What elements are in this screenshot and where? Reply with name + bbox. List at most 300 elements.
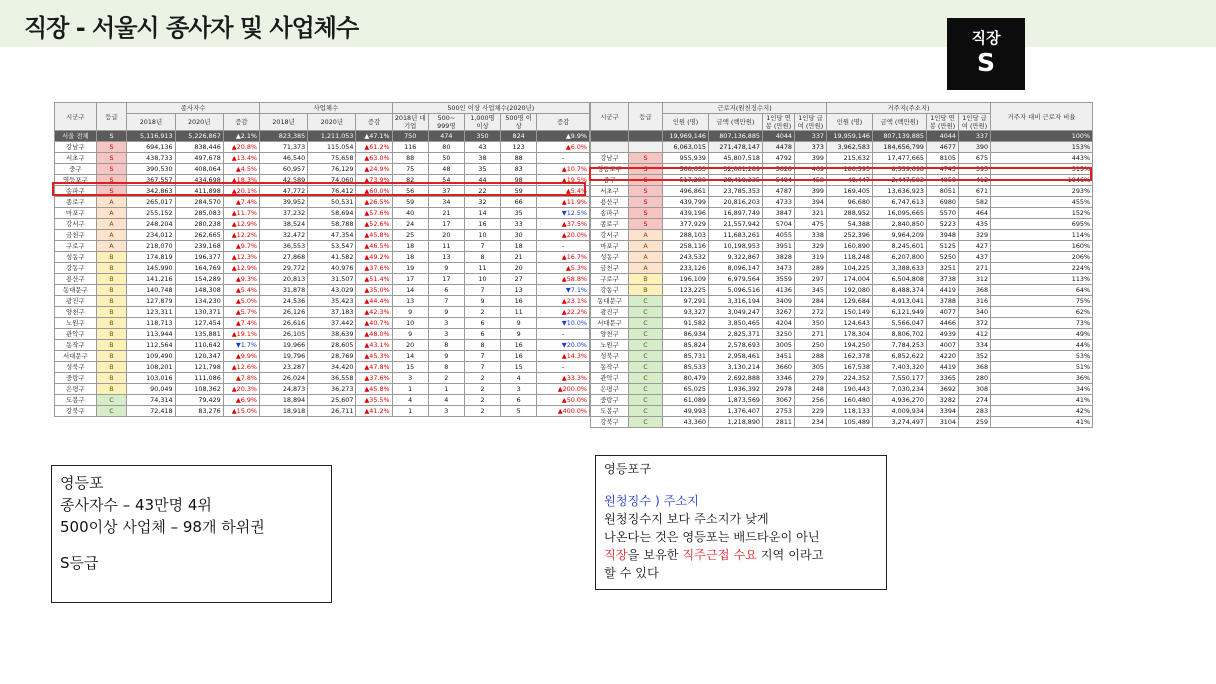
- value-cell: 11: [428, 241, 464, 252]
- district-cell: 성동구: [55, 252, 97, 263]
- value-cell: 27: [501, 274, 537, 285]
- value-cell: 24,536: [259, 296, 307, 307]
- grade-cell: A: [96, 208, 127, 219]
- left-sub-header: [55, 114, 590, 131]
- grade-cell: B: [96, 285, 127, 296]
- value-cell: 3,130,214: [709, 362, 763, 373]
- value-cell: 4478: [763, 142, 795, 153]
- value-cell: 83,276: [175, 406, 223, 417]
- value-cell: 4466: [927, 318, 959, 329]
- district-cell: 중랑구: [55, 373, 97, 384]
- value-cell: 394: [795, 197, 827, 208]
- sub-header-cell: 2020년: [175, 114, 223, 131]
- value-cell: ▲19.1%: [223, 329, 259, 340]
- value-cell: 350: [795, 318, 827, 329]
- value-cell: 1: [392, 384, 428, 395]
- value-cell: 3: [392, 373, 428, 384]
- value-cell: ▼10.0%: [537, 318, 590, 329]
- value-cell: 23,287: [259, 362, 307, 373]
- value-cell: 115,054: [308, 142, 356, 153]
- value-cell: 390,530: [127, 164, 175, 175]
- value-cell: 65,025: [663, 384, 709, 395]
- value-cell: 28,769: [308, 351, 356, 362]
- grade-cell: B: [96, 263, 127, 274]
- value-cell: ▲5.3%: [537, 263, 590, 274]
- value-cell: 152%: [991, 208, 1093, 219]
- workers-businesses-table: [54, 102, 590, 417]
- value-cell: 88: [501, 153, 537, 164]
- table-row: [591, 263, 1093, 274]
- value-cell: 124,643: [827, 318, 873, 329]
- header-workers: 종사자수: [127, 103, 260, 114]
- value-cell: 4044: [763, 131, 795, 142]
- value-cell: 807,136,885: [709, 131, 763, 142]
- value-cell: 41,582: [308, 252, 356, 263]
- value-cell: 399: [795, 186, 827, 197]
- value-cell: ▲46.5%: [356, 241, 392, 252]
- table-row: [591, 296, 1093, 307]
- value-cell: 2: [464, 384, 500, 395]
- value-cell: 3,850,465: [709, 318, 763, 329]
- value-cell: 50: [428, 153, 464, 164]
- badge-grade: S: [976, 48, 995, 77]
- value-cell: 8: [464, 252, 500, 263]
- value-cell: ▲14.3%: [537, 351, 590, 362]
- value-cell: 3738: [927, 274, 959, 285]
- table-row: [591, 373, 1093, 384]
- district-cell: 동대문구: [55, 285, 97, 296]
- value-cell: 83: [501, 164, 537, 175]
- value-cell: 13: [501, 285, 537, 296]
- value-cell: 54,388: [827, 219, 873, 230]
- grade-cell: A: [96, 241, 127, 252]
- value-cell: 154,289: [175, 274, 223, 285]
- grade-cell: S: [96, 175, 127, 186]
- value-cell: 192,080: [827, 285, 873, 296]
- table-row: [55, 329, 590, 340]
- value-cell: 26,616: [259, 318, 307, 329]
- value-cell: 16: [464, 219, 500, 230]
- value-cell: ▲200.0%: [537, 384, 590, 395]
- value-cell: 17: [428, 219, 464, 230]
- value-cell: 66: [501, 197, 537, 208]
- value-cell: 190,443: [827, 384, 873, 395]
- value-cell: 315%: [991, 164, 1093, 175]
- district-cell: 종로구: [591, 219, 629, 230]
- value-cell: 338: [795, 230, 827, 241]
- value-cell: 10,198,953: [709, 241, 763, 252]
- value-cell: 3,962,583: [827, 142, 873, 153]
- value-cell: 37: [428, 186, 464, 197]
- value-cell: ▲20.8%: [223, 142, 259, 153]
- value-cell: 435: [959, 219, 991, 230]
- value-cell: 3365: [927, 373, 959, 384]
- value-cell: 19,966: [259, 340, 307, 351]
- value-cell: ▲15.0%: [223, 406, 259, 417]
- value-cell: ▲16.7%: [537, 252, 590, 263]
- grade-cell: B: [96, 318, 127, 329]
- value-cell: 5494: [763, 175, 795, 186]
- value-cell: 16,095,665: [873, 208, 927, 219]
- value-cell: 3394: [927, 406, 959, 417]
- value-cell: 215,632: [827, 153, 873, 164]
- value-cell: 18: [501, 241, 537, 252]
- sub-header-cell: 금액 (백만원): [709, 114, 763, 131]
- sub-header-cell: 증감: [537, 114, 590, 131]
- value-cell: 43,360: [663, 417, 709, 428]
- value-cell: ▲6.9%: [223, 395, 259, 406]
- value-cell: 955,939: [663, 153, 709, 164]
- value-cell: 26,024: [259, 373, 307, 384]
- value-cell: 111,086: [175, 373, 223, 384]
- value-cell: 34,420: [308, 362, 356, 373]
- sub-header-cell: 2018년: [259, 114, 307, 131]
- value-cell: 25,607: [308, 395, 356, 406]
- sub-header-cell: 1인당 급여 (만원): [795, 114, 827, 131]
- value-cell: 4055: [763, 230, 795, 241]
- value-cell: 412: [959, 175, 991, 186]
- value-cell: 2,447,593: [873, 175, 927, 186]
- value-cell: 196,109: [663, 274, 709, 285]
- value-cell: 20: [428, 230, 464, 241]
- value-cell: 42,589: [259, 175, 307, 186]
- value-cell: 373: [795, 142, 827, 153]
- grade-cell: S: [96, 131, 127, 142]
- grade-cell: C: [629, 307, 663, 318]
- district-cell: 강서구: [591, 230, 629, 241]
- value-cell: 316: [959, 296, 991, 307]
- district-cell: 강남구: [55, 142, 97, 153]
- sub-header-cell: 인원 (명): [663, 114, 709, 131]
- value-cell: [591, 142, 629, 153]
- value-cell: 8,806,702: [873, 329, 927, 340]
- value-cell: 21,557,942: [709, 219, 763, 230]
- value-cell: 150,149: [827, 307, 873, 318]
- value-cell: 43: [464, 142, 500, 153]
- value-cell: 162,378: [827, 351, 873, 362]
- value-cell: 6: [464, 318, 500, 329]
- header-grade: 등급: [629, 103, 663, 131]
- value-cell: 350: [464, 131, 500, 142]
- value-cell: 289: [795, 263, 827, 274]
- table-row: [591, 186, 1093, 197]
- value-cell: 108,201: [127, 362, 175, 373]
- value-cell: 116: [392, 142, 428, 153]
- value-cell: 3,049,247: [709, 307, 763, 318]
- value-cell: 4792: [763, 153, 795, 164]
- value-cell: 24,873: [259, 384, 307, 395]
- header-businesses: 사업체수: [259, 103, 392, 114]
- district-cell: 송파구: [55, 186, 97, 197]
- value-cell: 319: [795, 252, 827, 263]
- table-row: [591, 307, 1093, 318]
- value-cell: ▲40.7%: [356, 318, 392, 329]
- value-cell: 47,772: [259, 186, 307, 197]
- value-cell: 47,354: [308, 230, 356, 241]
- value-cell: 280,238: [175, 219, 223, 230]
- value-cell: 288,103: [663, 230, 709, 241]
- table-row: [591, 329, 1093, 340]
- value-cell: 59: [392, 197, 428, 208]
- value-cell: 56: [392, 186, 428, 197]
- header-district: 시군구: [55, 103, 97, 131]
- value-cell: 97,291: [663, 296, 709, 307]
- value-cell: 7: [464, 285, 500, 296]
- note-text: 지역 이라고: [756, 548, 824, 562]
- note-heading: 원청징수 ) 주소지: [604, 494, 699, 508]
- value-cell: 160,890: [827, 241, 873, 252]
- table-row: [591, 362, 1093, 373]
- value-cell: ▲63.0%: [356, 153, 392, 164]
- value-cell: -: [537, 241, 590, 252]
- value-cell: 17: [392, 274, 428, 285]
- value-cell: 497,678: [175, 153, 223, 164]
- table-row: [55, 296, 590, 307]
- value-cell: 123,311: [127, 307, 175, 318]
- district-cell: 강동구: [55, 263, 97, 274]
- value-cell: ▲9.9%: [223, 351, 259, 362]
- table-row: [55, 307, 590, 318]
- value-cell: ▲12.6%: [223, 362, 259, 373]
- table-row: [55, 186, 590, 197]
- value-cell: ▲57.6%: [356, 208, 392, 219]
- value-cell: 4,913,041: [873, 296, 927, 307]
- value-cell: 118,133: [827, 406, 873, 417]
- value-cell: 271: [795, 329, 827, 340]
- sub-header-cell: 1인당 연봉 (만원): [763, 114, 795, 131]
- value-cell: 9: [501, 318, 537, 329]
- grade-cell: A: [629, 263, 663, 274]
- grade-cell: C: [629, 395, 663, 406]
- value-cell: 823,385: [259, 131, 307, 142]
- grade-cell: B: [96, 274, 127, 285]
- table-row: [55, 175, 590, 186]
- value-cell: 218,070: [127, 241, 175, 252]
- value-cell: 694,136: [127, 142, 175, 153]
- district-cell: 성동구: [591, 252, 629, 263]
- value-cell: 3: [428, 406, 464, 417]
- district-cell: 노원구: [55, 318, 97, 329]
- value-cell: 4419: [927, 285, 959, 296]
- value-cell: ▲44.4%: [356, 296, 392, 307]
- grade-cell: C: [629, 406, 663, 417]
- value-cell: 38,639: [308, 329, 356, 340]
- value-cell: 28,605: [308, 340, 356, 351]
- value-cell: 258,116: [663, 241, 709, 252]
- value-cell: 7: [464, 351, 500, 362]
- value-cell: 5,116,913: [127, 131, 175, 142]
- value-cell: ▲35.5%: [356, 395, 392, 406]
- value-cell: 51%: [991, 362, 1093, 373]
- value-cell: 13: [392, 296, 428, 307]
- table-row: [55, 373, 590, 384]
- value-cell: 399: [795, 153, 827, 164]
- value-cell: 16: [501, 296, 537, 307]
- value-cell: 100%: [991, 131, 1093, 142]
- table-row: [591, 142, 1093, 153]
- note-emphasis: 직장: [604, 548, 628, 562]
- value-cell: 8,245,601: [873, 241, 927, 252]
- value-cell: 372: [959, 318, 991, 329]
- value-cell: 9: [428, 351, 464, 362]
- value-cell: 174,819: [127, 252, 175, 263]
- value-cell: ▲45.8%: [356, 230, 392, 241]
- value-cell: 30: [501, 230, 537, 241]
- value-cell: 368: [959, 362, 991, 373]
- value-cell: 72,418: [127, 406, 175, 417]
- value-cell: ▲43.1%: [356, 340, 392, 351]
- value-cell: 53,547: [308, 241, 356, 252]
- analysis-note: [595, 455, 887, 590]
- value-cell: ▲400.0%: [537, 406, 590, 417]
- value-cell: 695%: [991, 219, 1093, 230]
- value-cell: ▲19.5%: [537, 175, 590, 186]
- value-cell: 2: [464, 373, 500, 384]
- value-cell: 224%: [991, 263, 1093, 274]
- value-cell: 4044: [927, 131, 959, 142]
- value-cell: 113%: [991, 274, 1093, 285]
- value-cell: 9: [392, 329, 428, 340]
- value-cell: 293%: [991, 186, 1093, 197]
- grade-cell: A: [96, 219, 127, 230]
- value-cell: 96,680: [827, 197, 873, 208]
- value-cell: 5704: [763, 219, 795, 230]
- grade-cell: S: [629, 219, 663, 230]
- value-cell: 80: [428, 142, 464, 153]
- value-cell: 4939: [927, 329, 959, 340]
- value-cell: 4,009,934: [873, 406, 927, 417]
- table-row: [55, 263, 590, 274]
- value-cell: 164,769: [175, 263, 223, 274]
- grade-badge: [947, 18, 1025, 90]
- value-cell: 16,897,749: [709, 208, 763, 219]
- value-cell: 3451: [763, 351, 795, 362]
- sub-header-cell: 1인당 연봉 (만원): [927, 114, 959, 131]
- value-cell: 91,582: [663, 318, 709, 329]
- value-cell: 10: [464, 230, 500, 241]
- value-cell: 3: [501, 384, 537, 395]
- value-cell: 25: [392, 230, 428, 241]
- value-cell: ▲5.4%: [223, 285, 259, 296]
- value-cell: 6,207,800: [873, 252, 927, 263]
- value-cell: ▲37.5%: [537, 219, 590, 230]
- value-cell: 105,489: [827, 417, 873, 428]
- value-cell: 26,711: [308, 406, 356, 417]
- note-line: 영등포: [60, 474, 104, 492]
- value-cell: 337: [959, 131, 991, 142]
- value-cell: 206%: [991, 252, 1093, 263]
- value-cell: 21: [501, 252, 537, 263]
- value-cell: 127,454: [175, 318, 223, 329]
- value-cell: 272: [795, 307, 827, 318]
- grade-cell: C: [629, 417, 663, 428]
- grade-cell: C: [629, 318, 663, 329]
- value-cell: ▼12.5%: [537, 208, 590, 219]
- value-cell: 248,204: [127, 219, 175, 230]
- district-cell: 양천구: [591, 329, 629, 340]
- value-cell: 5,096,516: [709, 285, 763, 296]
- value-cell: 2: [464, 406, 500, 417]
- grade-cell: S: [629, 186, 663, 197]
- value-cell: 256: [795, 395, 827, 406]
- value-cell: 169,405: [827, 186, 873, 197]
- table-row: [55, 230, 590, 241]
- table-row: [55, 241, 590, 252]
- table-row: [591, 274, 1093, 285]
- value-cell: 4733: [763, 197, 795, 208]
- value-cell: 9: [392, 307, 428, 318]
- district-cell: 은평구: [55, 384, 97, 395]
- value-cell: 42%: [991, 406, 1093, 417]
- value-cell: [629, 131, 663, 142]
- value-cell: 6,747,613: [873, 197, 927, 208]
- value-cell: 9,322,867: [709, 252, 763, 263]
- value-cell: 517,280: [663, 175, 709, 186]
- value-cell: 36%: [991, 373, 1093, 384]
- value-cell: 5628: [763, 164, 795, 175]
- value-cell: 9: [501, 329, 537, 340]
- value-cell: ▲9.7%: [223, 241, 259, 252]
- grade-cell: A: [629, 252, 663, 263]
- value-cell: 9: [464, 296, 500, 307]
- value-cell: 11: [464, 263, 500, 274]
- header-large-businesses: 500인 이상 사업체수(2020년): [392, 103, 589, 114]
- value-cell: 35: [464, 164, 500, 175]
- value-cell: 234,012: [127, 230, 175, 241]
- value-cell: 8,559,698: [873, 164, 927, 175]
- value-cell: 390: [959, 142, 991, 153]
- district-cell: 용산구: [55, 274, 97, 285]
- value-cell: 255,152: [127, 208, 175, 219]
- value-cell: 22: [464, 186, 500, 197]
- value-cell: 1,936,392: [709, 384, 763, 395]
- value-cell: 283: [959, 406, 991, 417]
- table-row: [591, 153, 1093, 164]
- value-cell: 4204: [763, 318, 795, 329]
- value-cell: 10: [464, 274, 500, 285]
- value-cell: 114%: [991, 230, 1093, 241]
- value-cell: 411,898: [175, 186, 223, 197]
- table-row: [591, 230, 1093, 241]
- value-cell: 1,873,569: [709, 395, 763, 406]
- header-work-location: 근로지(원천징수지): [663, 103, 827, 114]
- value-cell: 19,959,146: [827, 131, 873, 142]
- table-row: [591, 285, 1093, 296]
- value-cell: 53%: [991, 351, 1093, 362]
- value-cell: ▲45.3%: [356, 351, 392, 362]
- value-cell: 8: [464, 340, 500, 351]
- value-cell: 367,557: [127, 175, 175, 186]
- value-cell: 40,976: [308, 263, 356, 274]
- value-cell: 37,442: [308, 318, 356, 329]
- value-cell: 79,429: [175, 395, 223, 406]
- value-cell: ▲47.8%: [356, 362, 392, 373]
- table-row: [55, 340, 590, 351]
- value-cell: 37,183: [308, 307, 356, 318]
- value-cell: 6,063,015: [663, 142, 709, 153]
- value-cell: 71,373: [259, 142, 307, 153]
- value-cell: 148,308: [175, 285, 223, 296]
- value-cell: 44%: [991, 340, 1093, 351]
- value-cell: ▲11.7%: [223, 208, 259, 219]
- value-cell: 280: [959, 373, 991, 384]
- value-cell: 8051: [927, 186, 959, 197]
- value-cell: 288: [795, 351, 827, 362]
- table-row: [591, 208, 1093, 219]
- value-cell: 308: [959, 384, 991, 395]
- value-cell: 3067: [763, 395, 795, 406]
- district-cell: 마포구: [55, 208, 97, 219]
